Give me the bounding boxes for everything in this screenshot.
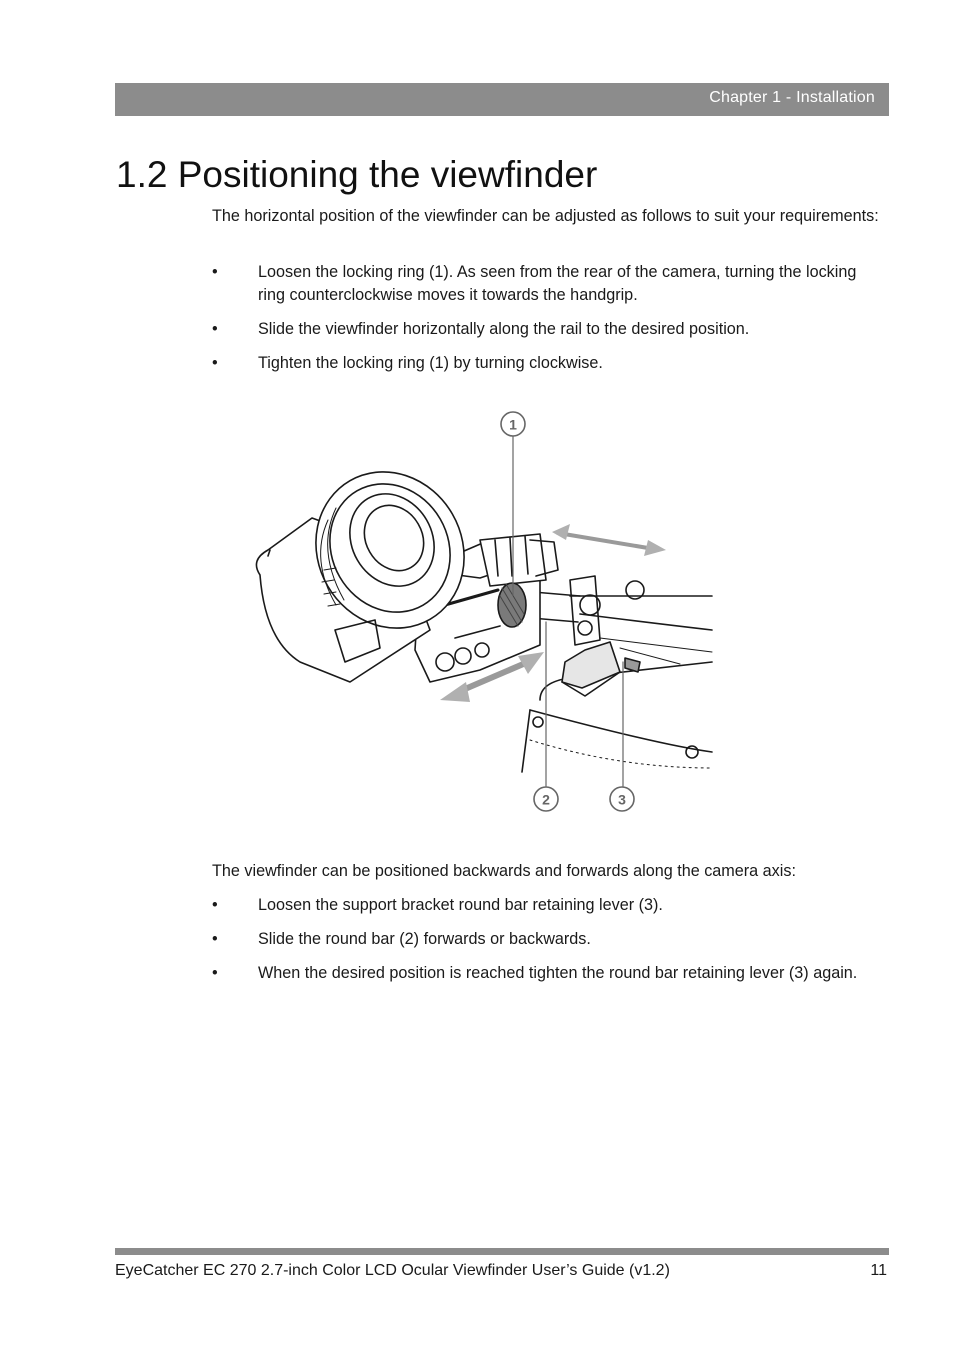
list-item-text: Loosen the support bracket round bar retaining lever (3).: [258, 896, 663, 914]
camera-body-drawing: [522, 576, 712, 772]
callout-1-label: 1: [509, 416, 517, 433]
viewfinder-diagram: [240, 400, 730, 830]
callout-2-label: 2: [542, 791, 550, 808]
intro-paragraph: The horizontal position of the viewfinder can be adjusted as follows to suit your requirements:: [212, 207, 879, 225]
footer-guide-title: EyeCatcher EC 270 2.7-inch Color LCD Ocular Viewfinder User’s Guide (v1.2): [115, 1262, 670, 1279]
bullet-marker: •: [212, 263, 218, 281]
bullet-marker: •: [212, 964, 218, 982]
bullet-marker: •: [212, 320, 218, 338]
list-item-text: Tighten the locking ring (1) by turning clockwise.: [258, 354, 603, 372]
callout-3-label: 3: [618, 791, 626, 808]
chapter-header-bar: [115, 83, 889, 116]
list-item-text: Loosen the locking ring (1). As seen from the rear of the camera, turning the locking ring counterclockwise moves it towards the handgrip.: [258, 263, 857, 304]
page-number: 11: [870, 1262, 887, 1279]
list-item-text: When the desired position is reached tighten the round bar retaining lever (3) again.: [258, 964, 858, 982]
chapter-label: Chapter 1 - Installation: [709, 89, 875, 106]
callout-3: [610, 787, 634, 811]
footer-rule: [115, 1248, 889, 1255]
list-item-text: Slide the round bar (2) forwards or backwards.: [258, 930, 591, 948]
bullet-marker: •: [212, 896, 218, 914]
callout-1: [501, 412, 525, 436]
horizontal-movement-arrow: [552, 524, 666, 556]
list-item-text: Slide the viewfinder horizontally along the rail to the desired position.: [258, 320, 750, 338]
bullet-marker: •: [212, 354, 218, 372]
axis-intro-paragraph: The viewfinder can be positioned backwards and forwards along the camera axis:: [212, 862, 796, 880]
callout-2: [534, 787, 558, 811]
bullet-marker: •: [212, 930, 218, 948]
section-title: 1.2 Positioning the viewfinder: [116, 154, 598, 195]
